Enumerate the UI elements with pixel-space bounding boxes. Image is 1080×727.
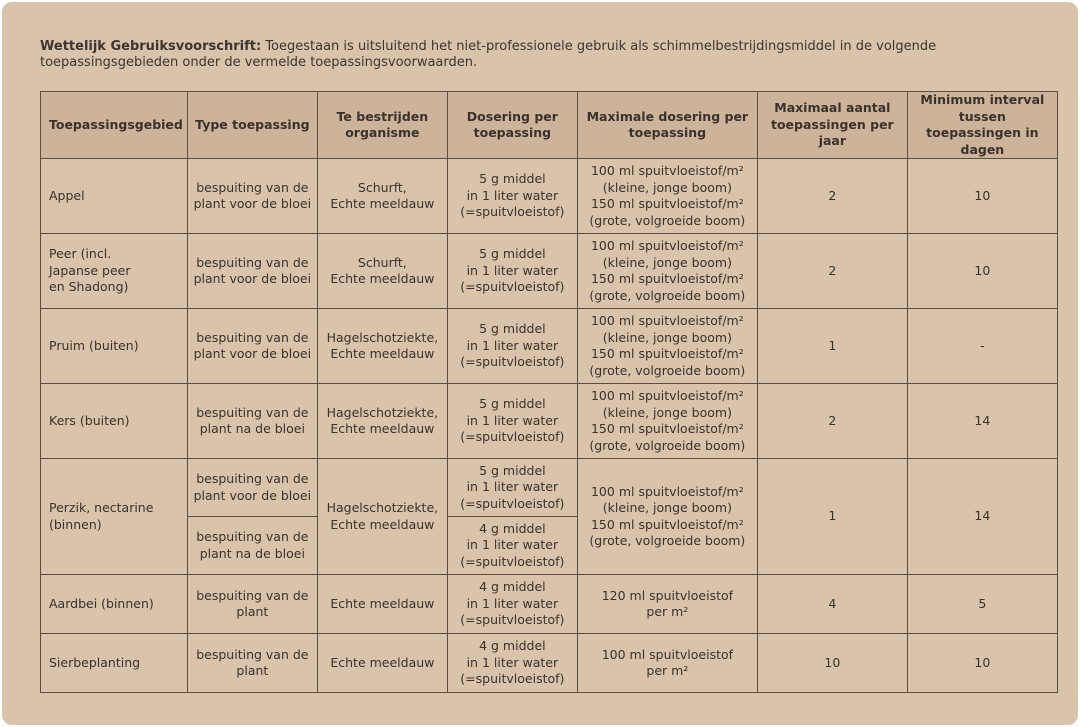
cell-aantal: 2: [757, 234, 907, 309]
cell-dosering: 4 g middel in 1 liter water (=spuitvloeistof): [447, 517, 577, 575]
cell-interval: 10: [907, 234, 1057, 309]
cell-dosering: 5 g middel in 1 liter water (=spuitvloeistof): [447, 459, 577, 517]
cell-type: bespuiting van de plant na de bloei: [187, 517, 317, 575]
cell-interval: 10: [907, 634, 1057, 693]
cell-interval: 5: [907, 575, 1057, 634]
intro-text: [40, 39, 1040, 71]
cell-type: bespuiting van de plant voor de bloei: [187, 234, 317, 309]
cell-dosering: 5 g middel in 1 liter water (=spuitvloeistof): [447, 384, 577, 459]
header-cell: Type toepassing: [187, 92, 317, 159]
cell-gebied: Perzik, nectarine (binnen): [41, 459, 188, 575]
header-cell: Dosering per toepassing: [447, 92, 577, 159]
table-row: [41, 234, 1058, 309]
table-row: [41, 159, 1058, 234]
cell-gebied: Sierbeplanting: [41, 634, 188, 693]
cell-organisme: Schurft, Echte meeldauw: [317, 234, 447, 309]
cell-gebied: Aardbei (binnen): [41, 575, 188, 634]
cell-type: bespuiting van de plant na de bloei: [187, 384, 317, 459]
cell-gebied: Pruim (buiten): [41, 309, 188, 384]
cell-aantal: 2: [757, 384, 907, 459]
cell-aantal: 1: [757, 309, 907, 384]
table-header-row: [41, 92, 1058, 159]
cell-max: 120 ml spuitvloeistof per m²: [577, 575, 757, 634]
cell-aantal: 2: [757, 159, 907, 234]
cell-organisme: Schurft, Echte meeldauw: [317, 159, 447, 234]
cell-organisme: Echte meeldauw: [317, 634, 447, 693]
cell-interval: 14: [907, 459, 1057, 575]
cell-max: 100 ml spuitvloeistof/m² (kleine, jonge boom) 150 ml spuitvloeistof/m² (grote, volgroeide boom): [577, 309, 757, 384]
header-cell: Minimum interval tussen toepassingen in dagen: [907, 92, 1057, 159]
cell-dosering: 4 g middel in 1 liter water (=spuitvloeistof): [447, 575, 577, 634]
cell-max: 100 ml spuitvloeistof per m²: [577, 634, 757, 693]
cell-dosering: 5 g middel in 1 liter water (=spuitvloeistof): [447, 159, 577, 234]
cell-max: 100 ml spuitvloeistof/m² (kleine, jonge boom) 150 ml spuitvloeistof/m² (grote, volgroeide boom): [577, 234, 757, 309]
cell-max: 100 ml spuitvloeistof/m² (kleine, jonge boom) 150 ml spuitvloeistof/m² (grote, volgroeide boom): [577, 384, 757, 459]
header-cell: Te bestrijden organisme: [317, 92, 447, 159]
header-cell: Maximaal aantal toepassingen per jaar: [757, 92, 907, 159]
cell-interval: 14: [907, 384, 1057, 459]
cell-dosering: 5 g middel in 1 liter water (=spuitvloeistof): [447, 309, 577, 384]
cell-organisme: Hagelschotziekte, Echte meeldauw: [317, 384, 447, 459]
cell-interval: 10: [907, 159, 1057, 234]
cell-aantal: 4: [757, 575, 907, 634]
table-row: [41, 384, 1058, 459]
cell-organisme: Hagelschotziekte, Echte meeldauw: [317, 459, 447, 575]
cell-gebied: Peer (incl. Japanse peer en Shadong): [41, 234, 188, 309]
cell-dosering: 5 g middel in 1 liter water (=spuitvloeistof): [447, 234, 577, 309]
table-row: [41, 459, 1058, 517]
table-row: [41, 575, 1058, 634]
table-row: [41, 309, 1058, 384]
cell-type: bespuiting van de plant: [187, 634, 317, 693]
cell-type: bespuiting van de plant voor de bloei: [187, 309, 317, 384]
cell-dosering: 4 g middel in 1 liter water (=spuitvloeistof): [447, 634, 577, 693]
cell-type: bespuiting van de plant voor de bloei: [187, 159, 317, 234]
cell-organisme: Echte meeldauw: [317, 575, 447, 634]
cell-gebied: Kers (buiten): [41, 384, 188, 459]
table-row: [41, 634, 1058, 693]
intro-label: Wettelijk Gebruiksvoorschrift:: [40, 39, 262, 54]
cell-type: bespuiting van de plant: [187, 575, 317, 634]
intro-body: Toegestaan is uitsluitend het niet-professionele gebruik als schimmelbestrijdingsmiddel in de volgende toepassingsgebieden onder de vermelde toepassingsvoorwaarden.: [40, 39, 937, 70]
cell-gebied: Appel: [41, 159, 188, 234]
usage-table: [40, 91, 1058, 693]
cell-interval: -: [907, 309, 1057, 384]
cell-max: 100 ml spuitvloeistof/m² (kleine, jonge boom) 150 ml spuitvloeistof/m² (grote, volgroeide boom): [577, 159, 757, 234]
cell-aantal: 10: [757, 634, 907, 693]
cell-aantal: 1: [757, 459, 907, 575]
cell-type: bespuiting van de plant voor de bloei: [187, 459, 317, 517]
cell-organisme: Hagelschotziekte, Echte meeldauw: [317, 309, 447, 384]
header-cell: Maximale dosering per toepassing: [577, 92, 757, 159]
cell-max: 100 ml spuitvloeistof/m² (kleine, jonge boom) 150 ml spuitvloeistof/m² (grote, volgroeide boom): [577, 459, 757, 575]
header-cell: Toepassingsgebied: [41, 92, 188, 159]
